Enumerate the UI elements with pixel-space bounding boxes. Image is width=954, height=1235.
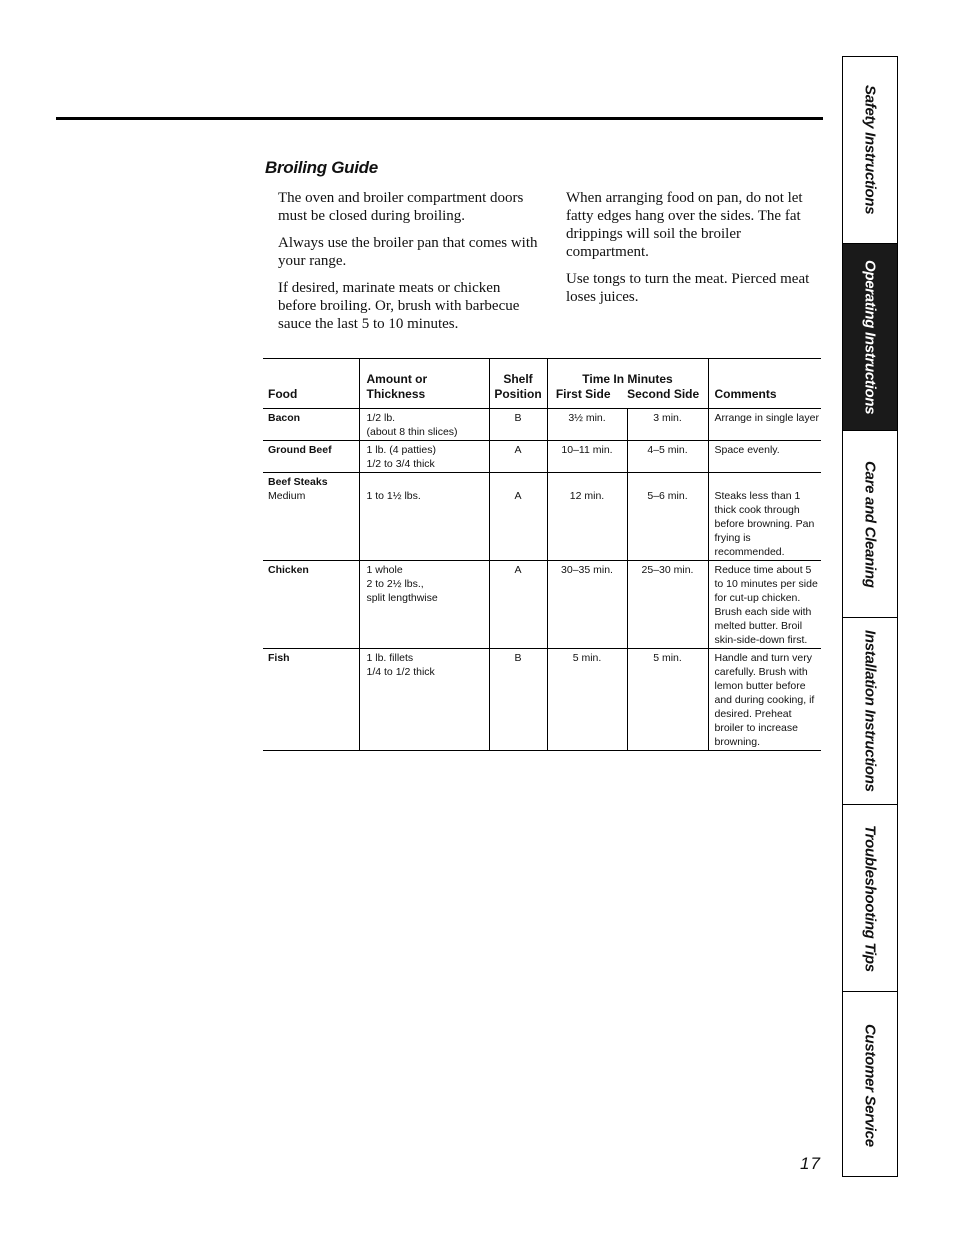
amount-line: 1 to 1½ lbs.	[366, 490, 421, 502]
cell-first-side: 30–35 min.	[547, 561, 627, 649]
tab-customer-service[interactable]	[843, 992, 897, 1179]
amount-line: 1 lb. fillets	[366, 652, 414, 664]
intro-right-column	[566, 189, 818, 315]
tab-label: Customer Service	[861, 1024, 879, 1147]
intro-paragraph: Always use the broiler pan that comes with your range.	[278, 235, 538, 269]
cell-amount	[359, 473, 489, 561]
tab-label: Installation Instructions	[861, 630, 879, 792]
table-header-row	[263, 359, 821, 409]
header-amount-line1: Amount or	[366, 372, 428, 386]
cell-second-side: 5 min.	[627, 649, 708, 751]
cell-comments: Steaks less than 1 thick cook through before browning. Pan frying is recommended.	[708, 473, 821, 561]
cell-first-side: 5 min.	[547, 649, 627, 751]
header-shelf-line2: Position	[494, 387, 542, 401]
amount-line: 1/4 to 1/2 thick	[366, 666, 435, 678]
intro-paragraph: Use tongs to turn the meat. Pierced meat loses juices.	[566, 271, 810, 305]
header-comments: Comments	[708, 359, 821, 409]
cell-food	[263, 441, 359, 473]
tab-troubleshooting-tips[interactable]	[843, 805, 897, 992]
tab-label: Care and Cleaning	[861, 460, 879, 588]
header-shelf	[489, 359, 547, 409]
cell-amount	[359, 561, 489, 649]
cell-first-side: 3½ min.	[547, 409, 627, 441]
header-first-side: First Side	[555, 387, 611, 401]
header-amount	[359, 359, 489, 409]
tab-label: Troubleshooting Tips	[861, 824, 879, 972]
cell-comments: Handle and turn very carefully. Brush with lemon butter before and during cooking, if desired. Preheat broiler to increase browning.	[708, 649, 821, 751]
header-second-side: Second Side	[627, 387, 700, 401]
top-rule	[56, 117, 823, 120]
food-name: Bacon	[268, 412, 301, 424]
cell-second-side: 4–5 min.	[627, 441, 708, 473]
cell-food	[263, 649, 359, 751]
cell-second-side: 5–6 min.	[627, 473, 708, 561]
amount-line: 1 lb. (4 patties)	[366, 444, 436, 456]
tab-operating-instructions[interactable]	[843, 244, 897, 431]
food-name: Fish	[268, 652, 290, 664]
table-row	[263, 409, 821, 441]
header-time-title: Time In Minutes	[582, 372, 673, 386]
amount-line: (about 8 thin slices)	[366, 426, 458, 438]
cell-food	[263, 409, 359, 441]
tab-safety-instructions[interactable]	[843, 57, 897, 244]
header-shelf-line1: Shelf	[503, 372, 533, 386]
table-row	[263, 649, 821, 751]
food-name: Ground Beef	[268, 444, 332, 456]
cell-food	[263, 473, 359, 561]
cell-second-side: 25–30 min.	[627, 561, 708, 649]
tab-installation-instructions[interactable]	[843, 618, 897, 805]
header-time	[547, 359, 708, 409]
cell-food	[263, 561, 359, 649]
food-name: Beef Steaks	[268, 476, 328, 488]
food-name: Chicken	[268, 564, 309, 576]
intro-paragraph: If desired, marinate meats or chicken before broiling. Or, brush with barbecue sauce the last 5 to 10 minutes.	[278, 280, 520, 332]
broiling-guide-table	[263, 358, 821, 751]
table-row	[263, 561, 821, 649]
food-doneness: Medium	[268, 490, 306, 502]
cell-shelf: A	[489, 441, 547, 473]
cell-shelf: A	[489, 473, 547, 561]
table-row	[263, 473, 821, 561]
intro-paragraph: When arranging food on pan, do not let fatty edges hang over the sides. The fat drippings will soil the broiler compartment.	[566, 190, 803, 260]
cell-amount	[359, 441, 489, 473]
cell-shelf: B	[489, 649, 547, 751]
cell-comments: Space evenly.	[708, 441, 821, 473]
intro-paragraph: The oven and broiler compartment doors must be closed during broiling.	[278, 190, 524, 224]
cell-first-side: 12 min.	[547, 473, 627, 561]
header-food: Food	[263, 359, 359, 409]
amount-line: split lengthwise	[366, 592, 438, 604]
cell-second-side: 3 min.	[627, 409, 708, 441]
page-number: 17	[800, 1154, 821, 1173]
tab-label: Safety Instructions	[861, 85, 879, 215]
cell-amount	[359, 409, 489, 441]
cell-shelf: A	[489, 561, 547, 649]
amount-line: 1/2 to 3/4 thick	[366, 458, 435, 470]
cell-amount	[359, 649, 489, 751]
table-row	[263, 441, 821, 473]
cell-comments: Reduce time about 5 to 10 minutes per side for cut-up chicken. Brush each side with melted butter. Broil skin-side-down first.	[708, 561, 821, 649]
amount-line: 1 whole	[366, 564, 403, 576]
intro-left-column	[278, 189, 540, 342]
tab-care-and-cleaning[interactable]	[843, 431, 897, 618]
tab-label: Operating Instructions	[861, 259, 879, 415]
header-amount-line2: Thickness	[366, 387, 426, 401]
cell-comments: Arrange in single layer	[708, 409, 821, 441]
cell-shelf: B	[489, 409, 547, 441]
amount-line: 2 to 2½ lbs.,	[366, 578, 424, 590]
cell-first-side: 10–11 min.	[547, 441, 627, 473]
amount-line: 1/2 lb.	[366, 412, 396, 424]
section-tabs	[842, 56, 898, 1177]
section-title: Broiling Guide	[265, 158, 378, 177]
